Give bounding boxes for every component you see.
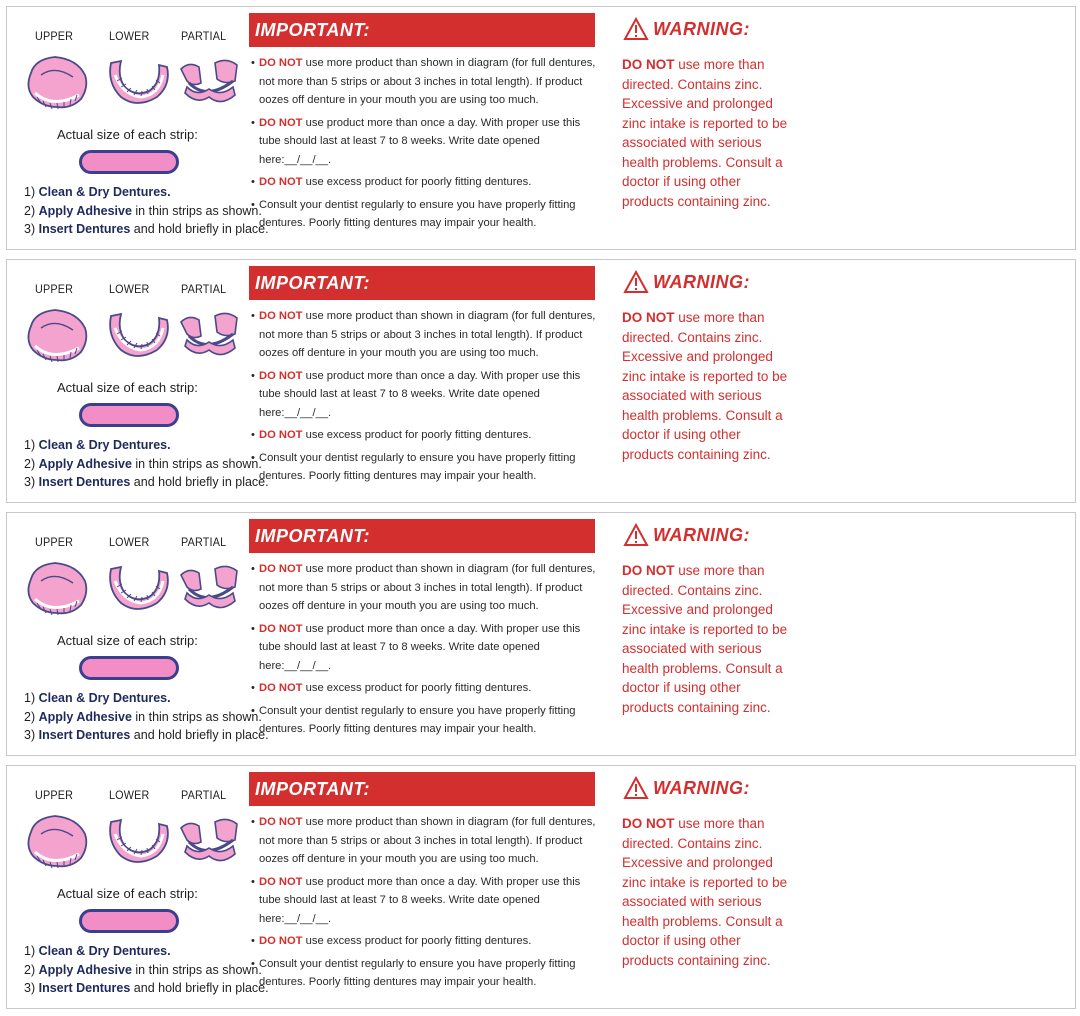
warning-title: WARNING: — [653, 18, 750, 39]
important-item: • DO NOT use product more than once a day. With proper use this tube should last at least 7 to 8 weeks. Write date opened here:__/__/__. — [251, 114, 603, 170]
important-item: • Consult your dentist regularly to ensure you have properly fitting dentures. Poorly fitting dentures may impair your health. — [251, 702, 603, 739]
warning-title: WARNING: — [653, 777, 750, 798]
lower-denture-icon — [101, 812, 175, 870]
upper-denture-icon — [23, 53, 93, 115]
important-item: • DO NOT use product more than once a day. With proper use this tube should last at least 7 to 8 weeks. Write date opened here:__/__/__. — [251, 367, 603, 423]
lower-denture-icon — [101, 306, 175, 364]
step-item: 2) Apply Adhesive in thin strips as shown. — [24, 709, 262, 724]
important-list — [251, 813, 603, 996]
important-item: • DO NOT use excess product for poorly fitting dentures. — [251, 932, 603, 951]
warning-triangle-icon — [623, 776, 649, 800]
upper-label: UPPER — [35, 535, 74, 549]
important-item: • DO NOT use excess product for poorly fitting dentures. — [251, 679, 603, 698]
lower-label: LOWER — [109, 535, 150, 549]
partial-denture-icon — [175, 306, 243, 364]
warning-title: WARNING: — [653, 524, 750, 545]
label-panel — [6, 259, 1076, 503]
strip-size-label: Actual size of each strip: — [57, 886, 198, 901]
steps-list — [24, 689, 269, 745]
important-item: • DO NOT use more product than shown in diagram (for full dentures, not more than 5 strips or about 3 inches in total length). If product oozes off denture in your mouth you are using too much. — [251, 560, 603, 616]
warning-triangle-icon — [623, 523, 649, 547]
label-panel — [6, 512, 1076, 756]
steps-list — [24, 436, 269, 492]
step-item: 1) Clean & Dry Dentures. — [24, 185, 171, 199]
important-item: • DO NOT use excess product for poorly fitting dentures. — [251, 173, 603, 192]
important-item: • DO NOT use more product than shown in diagram (for full dentures, not more than 5 strips or about 3 inches in total length). If product oozes off denture in your mouth you are using too much. — [251, 307, 603, 363]
step-item: 2) Apply Adhesive in thin strips as shown. — [24, 456, 262, 471]
important-item: • DO NOT use product more than once a day. With proper use this tube should last at least 7 to 8 weeks. Write date opened here:__/__/__. — [251, 620, 603, 676]
lower-denture-icon — [101, 559, 175, 617]
warning-triangle-icon — [623, 270, 649, 294]
step-item: 3) Insert Dentures and hold briefly in place. — [24, 728, 269, 742]
upper-label: UPPER — [35, 788, 74, 802]
warning-heading — [623, 523, 750, 547]
warning-body: DO NOT use more than directed. Contains zinc. Excessive and prolonged zinc intake is reported to be associated with serious health problems. Consult a doctor if using other products containing zinc. — [622, 563, 788, 715]
step-item: 2) Apply Adhesive in thin strips as shown. — [24, 962, 262, 977]
partial-denture-icon — [175, 559, 243, 617]
upper-label: UPPER — [35, 282, 74, 296]
lower-label: LOWER — [109, 788, 150, 802]
step-item: 3) Insert Dentures and hold briefly in place. — [24, 475, 269, 489]
lower-label: LOWER — [109, 282, 150, 296]
warning-body: DO NOT use more than directed. Contains zinc. Excessive and prolonged zinc intake is reported to be associated with serious health problems. Consult a doctor if using other products containing zinc. — [622, 310, 788, 462]
actual-size-strip — [79, 656, 179, 680]
important-item: • Consult your dentist regularly to ensure you have properly fitting dentures. Poorly fitting dentures may impair your health. — [251, 196, 603, 233]
actual-size-strip — [79, 150, 179, 174]
important-heading: IMPORTANT: — [249, 266, 595, 300]
label-panel — [6, 765, 1076, 1009]
actual-size-strip — [79, 909, 179, 933]
strip-size-label: Actual size of each strip: — [57, 127, 198, 142]
partial-label: PARTIAL — [181, 788, 227, 802]
important-list — [251, 307, 603, 490]
upper-denture-icon — [23, 559, 93, 621]
step-item: 3) Insert Dentures and hold briefly in place. — [24, 981, 269, 995]
important-item: • Consult your dentist regularly to ensure you have properly fitting dentures. Poorly fitting dentures may impair your health. — [251, 449, 603, 486]
warning-heading — [623, 270, 750, 294]
important-item: • DO NOT use product more than once a day. With proper use this tube should last at least 7 to 8 weeks. Write date opened here:__/__/__. — [251, 873, 603, 929]
important-list — [251, 560, 603, 743]
warning-body: DO NOT use more than directed. Contains zinc. Excessive and prolonged zinc intake is reported to be associated with serious health problems. Consult a doctor if using other products containing zinc. — [622, 816, 788, 968]
important-item: • Consult your dentist regularly to ensure you have properly fitting dentures. Poorly fitting dentures may impair your health. — [251, 955, 603, 992]
important-list — [251, 54, 603, 237]
step-item: 3) Insert Dentures and hold briefly in place. — [24, 222, 269, 236]
upper-label: UPPER — [35, 29, 74, 43]
important-item: • DO NOT use more product than shown in diagram (for full dentures, not more than 5 strips or about 3 inches in total length). If product oozes off denture in your mouth you are using too much. — [251, 813, 603, 869]
warning-heading — [623, 776, 750, 800]
actual-size-strip — [79, 403, 179, 427]
warning-heading — [623, 17, 750, 41]
upper-denture-icon — [23, 812, 93, 874]
partial-denture-icon — [175, 53, 243, 111]
step-item: 2) Apply Adhesive in thin strips as shown. — [24, 203, 262, 218]
lower-label: LOWER — [109, 29, 150, 43]
upper-denture-icon — [23, 306, 93, 368]
partial-label: PARTIAL — [181, 282, 227, 296]
lower-denture-icon — [101, 53, 175, 111]
important-item: • DO NOT use more product than shown in diagram (for full dentures, not more than 5 strips or about 3 inches in total length). If product oozes off denture in your mouth you are using too much. — [251, 54, 603, 110]
strip-size-label: Actual size of each strip: — [57, 380, 198, 395]
warning-triangle-icon — [623, 17, 649, 41]
partial-label: PARTIAL — [181, 29, 227, 43]
partial-denture-icon — [175, 812, 243, 870]
important-heading: IMPORTANT: — [249, 13, 595, 47]
important-heading: IMPORTANT: — [249, 519, 595, 553]
step-item: 1) Clean & Dry Dentures. — [24, 691, 171, 705]
important-item: • DO NOT use excess product for poorly fitting dentures. — [251, 426, 603, 445]
label-panel — [6, 6, 1076, 250]
steps-list — [24, 183, 269, 239]
step-item: 1) Clean & Dry Dentures. — [24, 438, 171, 452]
important-heading: IMPORTANT: — [249, 772, 595, 806]
steps-list — [24, 942, 269, 998]
warning-body: DO NOT use more than directed. Contains zinc. Excessive and prolonged zinc intake is reported to be associated with serious health problems. Consult a doctor if using other products containing zinc. — [622, 57, 788, 209]
warning-title: WARNING: — [653, 271, 750, 292]
strip-size-label: Actual size of each strip: — [57, 633, 198, 648]
partial-label: PARTIAL — [181, 535, 227, 549]
step-item: 1) Clean & Dry Dentures. — [24, 944, 171, 958]
